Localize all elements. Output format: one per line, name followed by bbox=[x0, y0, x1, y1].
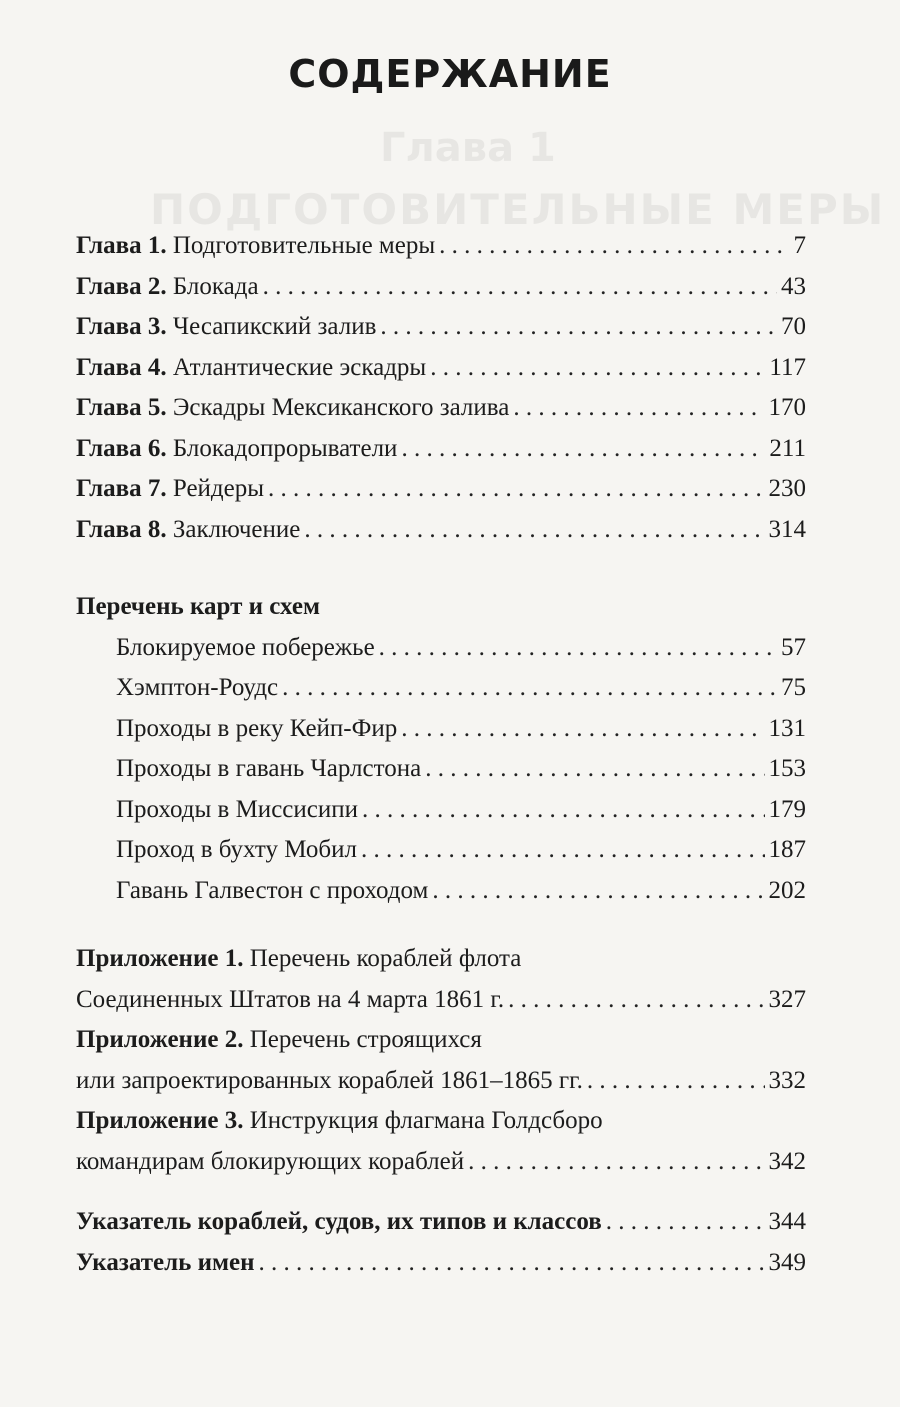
appendix-title-line1: Инструкция флагмана Голдсборо bbox=[243, 1107, 603, 1134]
map-title: Блокируемое побережье bbox=[116, 633, 375, 661]
toc-map-3[interactable] bbox=[76, 709, 806, 750]
page-number: 117 bbox=[769, 353, 806, 381]
dot-leader bbox=[513, 388, 764, 429]
page-number: 179 bbox=[768, 795, 806, 823]
map-title: Проходы в гавань Чарлстона bbox=[116, 755, 422, 782]
table-of-contents bbox=[76, 226, 806, 1283]
dot-leader bbox=[401, 709, 764, 750]
chapter-number: Глава 2. bbox=[76, 272, 167, 300]
appendix-title-line2: или запроектированных кораблей 1861–1865 гг. bbox=[76, 1066, 583, 1094]
toc-index-ships[interactable] bbox=[76, 1202, 806, 1243]
appendix-number: Приложение 1. bbox=[76, 945, 244, 972]
page-number: 230 bbox=[768, 475, 806, 502]
page-number: 211 bbox=[769, 434, 806, 462]
page-number: 344 bbox=[768, 1208, 806, 1235]
page-number: 202 bbox=[768, 876, 806, 904]
page-number: 75 bbox=[781, 674, 806, 701]
page-number: 349 bbox=[768, 1248, 806, 1276]
chapter-number: Глава 4. bbox=[76, 353, 167, 381]
dot-leader bbox=[362, 790, 765, 831]
maps-heading[interactable]: Перечень карт и схем bbox=[76, 593, 321, 620]
dot-leader bbox=[425, 749, 764, 790]
index-title: Указатель имен bbox=[76, 1248, 255, 1276]
appendix-title-line2: командирам блокирующих кораблей bbox=[76, 1147, 465, 1175]
dot-leader bbox=[401, 429, 765, 470]
appendix-number: Приложение 3. bbox=[76, 1107, 244, 1134]
page-number: 342 bbox=[768, 1147, 806, 1175]
map-title: Проходы в реку Кейп-Фир bbox=[116, 714, 398, 742]
toc-chapter-5[interactable] bbox=[76, 388, 806, 429]
map-title: Проходы в Миссисипи bbox=[116, 795, 358, 823]
map-title: Проход в бухту Мобил bbox=[116, 836, 357, 863]
toc-map-2[interactable] bbox=[76, 668, 806, 709]
chapter-number: Глава 1. bbox=[76, 232, 167, 259]
chapter-title: Подготовительные меры bbox=[166, 232, 436, 259]
dot-leader bbox=[380, 307, 777, 348]
dot-leader bbox=[361, 830, 765, 871]
toc-appendix-1[interactable] bbox=[76, 939, 806, 1020]
dot-leader bbox=[379, 628, 777, 669]
chapter-number: Глава 8. bbox=[76, 515, 167, 543]
dot-leader bbox=[587, 1061, 765, 1102]
chapter-title: Заключение bbox=[166, 515, 301, 543]
dot-leader bbox=[468, 1142, 764, 1183]
toc-index-names[interactable] bbox=[76, 1243, 806, 1284]
chapter-title: Атлантические эскадры bbox=[166, 353, 427, 381]
dot-leader bbox=[304, 510, 764, 551]
page-number: 70 bbox=[781, 313, 806, 340]
map-title: Хэмптон-Роудс bbox=[116, 674, 279, 701]
toc-map-7[interactable] bbox=[76, 871, 806, 912]
dot-leader bbox=[263, 267, 777, 308]
page-number: 327 bbox=[768, 985, 806, 1013]
dot-leader bbox=[606, 1202, 765, 1243]
page-number: 314 bbox=[768, 515, 806, 543]
toc-chapter-7[interactable] bbox=[76, 469, 806, 510]
chapter-number: Глава 6. bbox=[76, 434, 167, 462]
toc-map-6[interactable] bbox=[76, 830, 806, 871]
appendix-title-line1: Перечень кораблей флота bbox=[243, 945, 522, 972]
appendix-number: Приложение 2. bbox=[76, 1026, 244, 1053]
dot-leader bbox=[259, 1243, 765, 1284]
toc-appendix-2[interactable] bbox=[76, 1020, 806, 1101]
bleed-through-chapter: Глава 1 bbox=[380, 125, 556, 171]
chapter-number: Глава 3. bbox=[76, 313, 167, 340]
page-number: 7 bbox=[793, 232, 806, 259]
toc-map-5[interactable] bbox=[76, 790, 806, 831]
appendix-title-line2: Соединенных Штатов на 4 марта 1861 г. bbox=[76, 985, 505, 1013]
page-number: 332 bbox=[768, 1066, 806, 1094]
chapter-title: Чесапикский залив bbox=[166, 313, 377, 340]
dot-leader bbox=[268, 469, 764, 510]
page-number: 57 bbox=[781, 633, 806, 661]
index-title: Указатель кораблей, судов, их типов и классов bbox=[76, 1208, 602, 1235]
page-title: СОДЕРЖАНИЕ bbox=[288, 52, 612, 96]
chapter-number: Глава 7. bbox=[76, 475, 167, 502]
chapter-number: Глава 5. bbox=[76, 394, 167, 421]
toc-appendix-3[interactable] bbox=[76, 1101, 806, 1182]
page-number: 153 bbox=[768, 755, 806, 782]
dot-leader bbox=[432, 871, 764, 912]
chapter-title: Блокада bbox=[166, 272, 259, 300]
page-number: 170 bbox=[768, 394, 806, 421]
appendix-title-line1: Перечень строящихся bbox=[243, 1026, 482, 1053]
toc-chapter-4[interactable] bbox=[76, 348, 806, 389]
toc-chapter-8[interactable] bbox=[76, 510, 806, 551]
page-number: 131 bbox=[768, 714, 806, 742]
chapter-title: Блокадопрорыватели bbox=[166, 434, 398, 462]
page-number: 187 bbox=[768, 836, 806, 863]
page-number: 43 bbox=[781, 272, 806, 300]
chapter-title: Эскадры Мексиканского залива bbox=[166, 394, 510, 421]
toc-map-1[interactable] bbox=[76, 628, 806, 669]
toc-chapter-6[interactable] bbox=[76, 429, 806, 470]
map-title: Гавань Галвестон с проходом bbox=[116, 876, 429, 904]
toc-chapter-3[interactable] bbox=[76, 307, 806, 348]
chapter-title: Рейдеры bbox=[166, 475, 265, 502]
dot-leader bbox=[282, 668, 777, 709]
dot-leader bbox=[439, 226, 789, 267]
toc-map-4[interactable] bbox=[76, 749, 806, 790]
dot-leader bbox=[508, 980, 764, 1021]
bleed-through-heading: ПОДГОТОВИТЕЛЬНЫЕ МЕРЫ bbox=[150, 185, 886, 234]
toc-chapter-2[interactable] bbox=[76, 267, 806, 308]
toc-chapter-1[interactable] bbox=[76, 226, 806, 267]
dot-leader bbox=[430, 348, 765, 389]
